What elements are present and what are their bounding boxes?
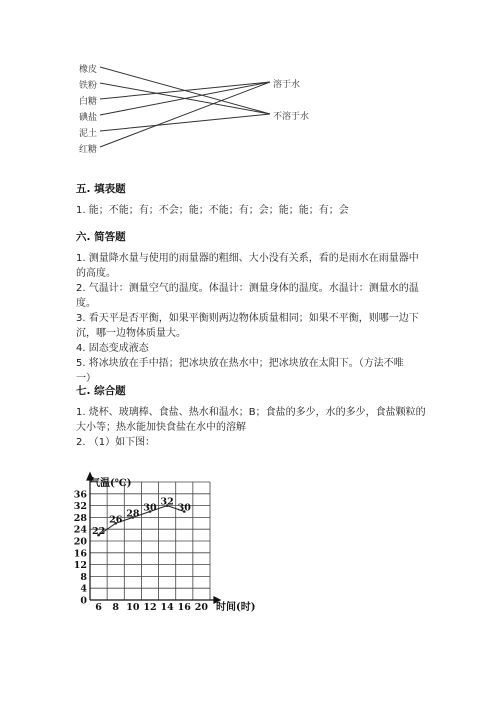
y-tick-label: 36 (73, 489, 87, 501)
right-item-0: 溶于水 (273, 80, 301, 90)
left-item-3: 碘盐 (79, 113, 98, 123)
section6-line: 2. 气温计：测量空气的温度。体温计：测量身体的温度。水温计：测量水的温 (76, 283, 419, 294)
section6-line: 4. 固态变成液态 (76, 343, 149, 354)
y-tick-label: 4 (80, 583, 87, 595)
section7-body (76, 405, 426, 450)
x-tick-label: 20 (194, 602, 209, 613)
section6-title: 六. 简答题 (76, 231, 126, 243)
x-tick-label: 10 (126, 602, 140, 613)
left-item-5: 红糖 (79, 145, 98, 155)
x-tick-label: 14 (160, 602, 174, 613)
y-tick-label: 12 (73, 560, 87, 572)
y-tick-label: 32 (73, 501, 87, 513)
section6-line: 3. 看天平是否平衡，如果平衡则两边物体质量相同；如果不平衡，则哪一边下 (76, 313, 419, 324)
y-tick-label: 20 (73, 536, 87, 548)
y-tick-label: 16 (73, 548, 87, 560)
data-label: 30 (177, 502, 191, 514)
section5-title: 五. 填表题 (76, 183, 126, 195)
temperature-chart (60, 468, 280, 618)
data-label: 30 (143, 502, 157, 514)
left-item-2: 白糖 (79, 97, 98, 107)
section7-title: 七. 综合题 (76, 385, 126, 397)
section5-answer: 1. 能；不能；有；不会；能；不能；有；会；能；能；有；会 (76, 205, 349, 216)
x-tick-label: 8 (112, 602, 120, 613)
section7-line: 大小等；热水能加快食盐在水中的溶解 (76, 422, 246, 433)
y-tick-label: 24 (73, 524, 87, 536)
data-label: 22 (91, 526, 106, 538)
section6-line: 1. 测量降水量与使用的雨量器的粗细、大小没有关系，看的是雨水在雨量器中 (76, 253, 419, 264)
section6-line: 一） (76, 373, 96, 384)
left-item-4: 泥土 (79, 129, 98, 139)
x-axis-label: 时间(时) (216, 602, 256, 613)
y-tick-label: 0 (80, 595, 87, 607)
matching-link (100, 82, 270, 115)
data-label: 28 (126, 508, 140, 520)
matching-lines (0, 0, 500, 160)
section6-line: 沉，哪一边物体质量大。 (76, 328, 186, 339)
left-item-1: 铁粉 (79, 81, 98, 91)
right-item-1: 不溶于水 (273, 112, 310, 122)
matching-link (100, 82, 270, 147)
data-label: 26 (109, 514, 123, 526)
left-item-0: 橡皮 (79, 65, 98, 75)
section6-line: 的高度。 (76, 268, 116, 279)
y-axis-label: 气温(℃) (90, 478, 132, 489)
x-tick-label: 12 (143, 602, 157, 613)
section7-line: 2. （1）如下图： (76, 437, 156, 448)
matching-link (100, 82, 270, 99)
x-tick-label: 6 (95, 602, 102, 613)
matching-link (100, 114, 270, 131)
x-tick-label: 16 (177, 602, 191, 613)
data-label: 32 (160, 496, 174, 508)
section6-line: 5. 将冰块放在手中捂；把冰块放在热水中；把冰块放在太阳下。（方法不唯 (76, 358, 404, 369)
y-tick-label: 28 (73, 512, 87, 524)
y-tick-label: 8 (80, 571, 87, 583)
section7-line: 1. 烧杯、玻璃棒、食盐、热水和温水；B；食盐的多少，水的多少，食盐颗粒的 (76, 407, 426, 418)
section6-line: 度。 (76, 298, 96, 309)
section6-body (76, 251, 419, 386)
